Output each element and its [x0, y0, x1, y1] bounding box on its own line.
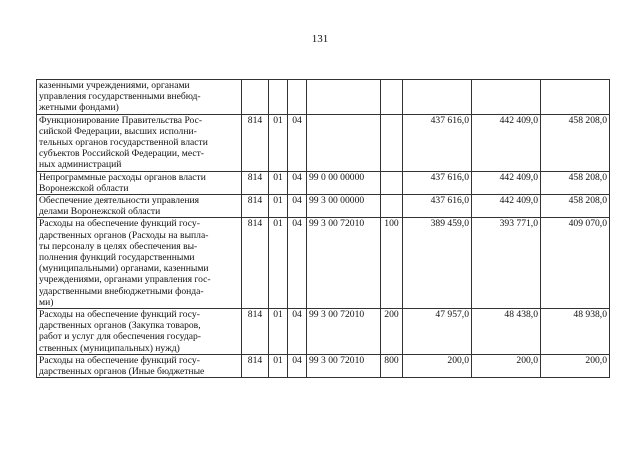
row-name-cell: Расходы на обеспечение функций госу- дарственных органов (Закупка товаров, работ и услуг для обеспечения государ- ственных (муниципальных) нужд): [37, 309, 242, 355]
amount-year2-cell: 442 409,0: [472, 171, 541, 194]
table-row: [37, 195, 610, 218]
ministry-code-cell: 814: [242, 309, 269, 355]
target-article-cell: 99 3 00 00000: [307, 195, 381, 218]
target-article-cell: [307, 114, 381, 171]
ministry-code-cell: [242, 80, 269, 115]
amount-year1-cell: 437 616,0: [403, 114, 472, 171]
amount-year1-cell: 47 957,0: [403, 309, 472, 355]
amount-year2-cell: 48 438,0: [472, 309, 541, 355]
expense-type-cell: 800: [381, 354, 403, 377]
expense-type-cell: [381, 114, 403, 171]
amount-year1-cell: 389 459,0: [403, 218, 472, 309]
amount-year3-cell: [541, 80, 610, 115]
section-code-cell: 01: [269, 195, 288, 218]
amount-year2-cell: [472, 80, 541, 115]
row-name-cell: Расходы на обеспечение функций госу- дарственных органов (Расходы на выпла- ты персоналу в целях обеспечения вы- полнения функций государственными (муниципальными) органами, казенными учреждениями, органами управления гос- ударственными внебюджетными фонда- ми): [37, 218, 242, 309]
amount-year1-cell: 200,0: [403, 354, 472, 377]
ministry-code-cell: 814: [242, 195, 269, 218]
subsection-code-cell: 04: [288, 171, 307, 194]
amount-year2-cell: 442 409,0: [472, 114, 541, 171]
table-row: [37, 309, 610, 355]
amount-year2-cell: 200,0: [472, 354, 541, 377]
page-number: 131: [311, 33, 329, 45]
row-name-cell: Непрограммные расходы органов власти Воронежской области: [37, 171, 242, 194]
subsection-code-cell: 04: [288, 309, 307, 355]
amount-year1-cell: [403, 80, 472, 115]
expense-type-cell: [381, 80, 403, 115]
section-code-cell: 01: [269, 309, 288, 355]
subsection-code-cell: [288, 80, 307, 115]
ministry-code-cell: 814: [242, 114, 269, 171]
table-row: [37, 80, 610, 115]
table-row: [37, 114, 610, 171]
ministry-code-cell: 814: [242, 218, 269, 309]
target-article-cell: 99 3 00 72010: [307, 309, 381, 355]
budget-table-body: [37, 80, 610, 378]
amount-year3-cell: 458 208,0: [541, 171, 610, 194]
ministry-code-cell: 814: [242, 171, 269, 194]
target-article-cell: 99 3 00 72010: [307, 218, 381, 309]
ministry-code-cell: 814: [242, 354, 269, 377]
expense-type-cell: [381, 171, 403, 194]
amount-year1-cell: 437 616,0: [403, 171, 472, 194]
amount-year2-cell: 393 771,0: [472, 218, 541, 309]
section-code-cell: 01: [269, 171, 288, 194]
section-code-cell: [269, 80, 288, 115]
table-row: [37, 354, 610, 377]
subsection-code-cell: 04: [288, 114, 307, 171]
amount-year3-cell: 458 208,0: [541, 195, 610, 218]
amount-year2-cell: 442 409,0: [472, 195, 541, 218]
table-row: [37, 171, 610, 194]
amount-year3-cell: 48 938,0: [541, 309, 610, 355]
target-article-cell: [307, 80, 381, 115]
section-code-cell: 01: [269, 218, 288, 309]
table-row: [37, 218, 610, 309]
target-article-cell: 99 3 00 72010: [307, 354, 381, 377]
row-name-cell: казенными учреждениями, органами управления государственными внебюд- жетными фондами): [37, 80, 242, 115]
section-code-cell: 01: [269, 114, 288, 171]
amount-year3-cell: 458 208,0: [541, 114, 610, 171]
expense-type-cell: 200: [381, 309, 403, 355]
expense-type-cell: 100: [381, 218, 403, 309]
amount-year1-cell: 437 616,0: [403, 195, 472, 218]
subsection-code-cell: 04: [288, 218, 307, 309]
row-name-cell: Расходы на обеспечение функций госу- дарственных органов (Иные бюджетные: [37, 354, 242, 377]
target-article-cell: 99 0 00 00000: [307, 171, 381, 194]
row-name-cell: Обеспечение деятельности управления делами Воронежской области: [37, 195, 242, 218]
subsection-code-cell: 04: [288, 354, 307, 377]
row-name-cell: Функционирование Правительства Рос- сийской Федерации, высших исполни- тельных органов государственной власти субъектов Российской Федерации, мест- ных администраций: [37, 114, 242, 171]
section-code-cell: 01: [269, 354, 288, 377]
budget-table: [36, 79, 610, 378]
expense-type-cell: [381, 195, 403, 218]
amount-year3-cell: 200,0: [541, 354, 610, 377]
amount-year3-cell: 409 070,0: [541, 218, 610, 309]
subsection-code-cell: 04: [288, 195, 307, 218]
